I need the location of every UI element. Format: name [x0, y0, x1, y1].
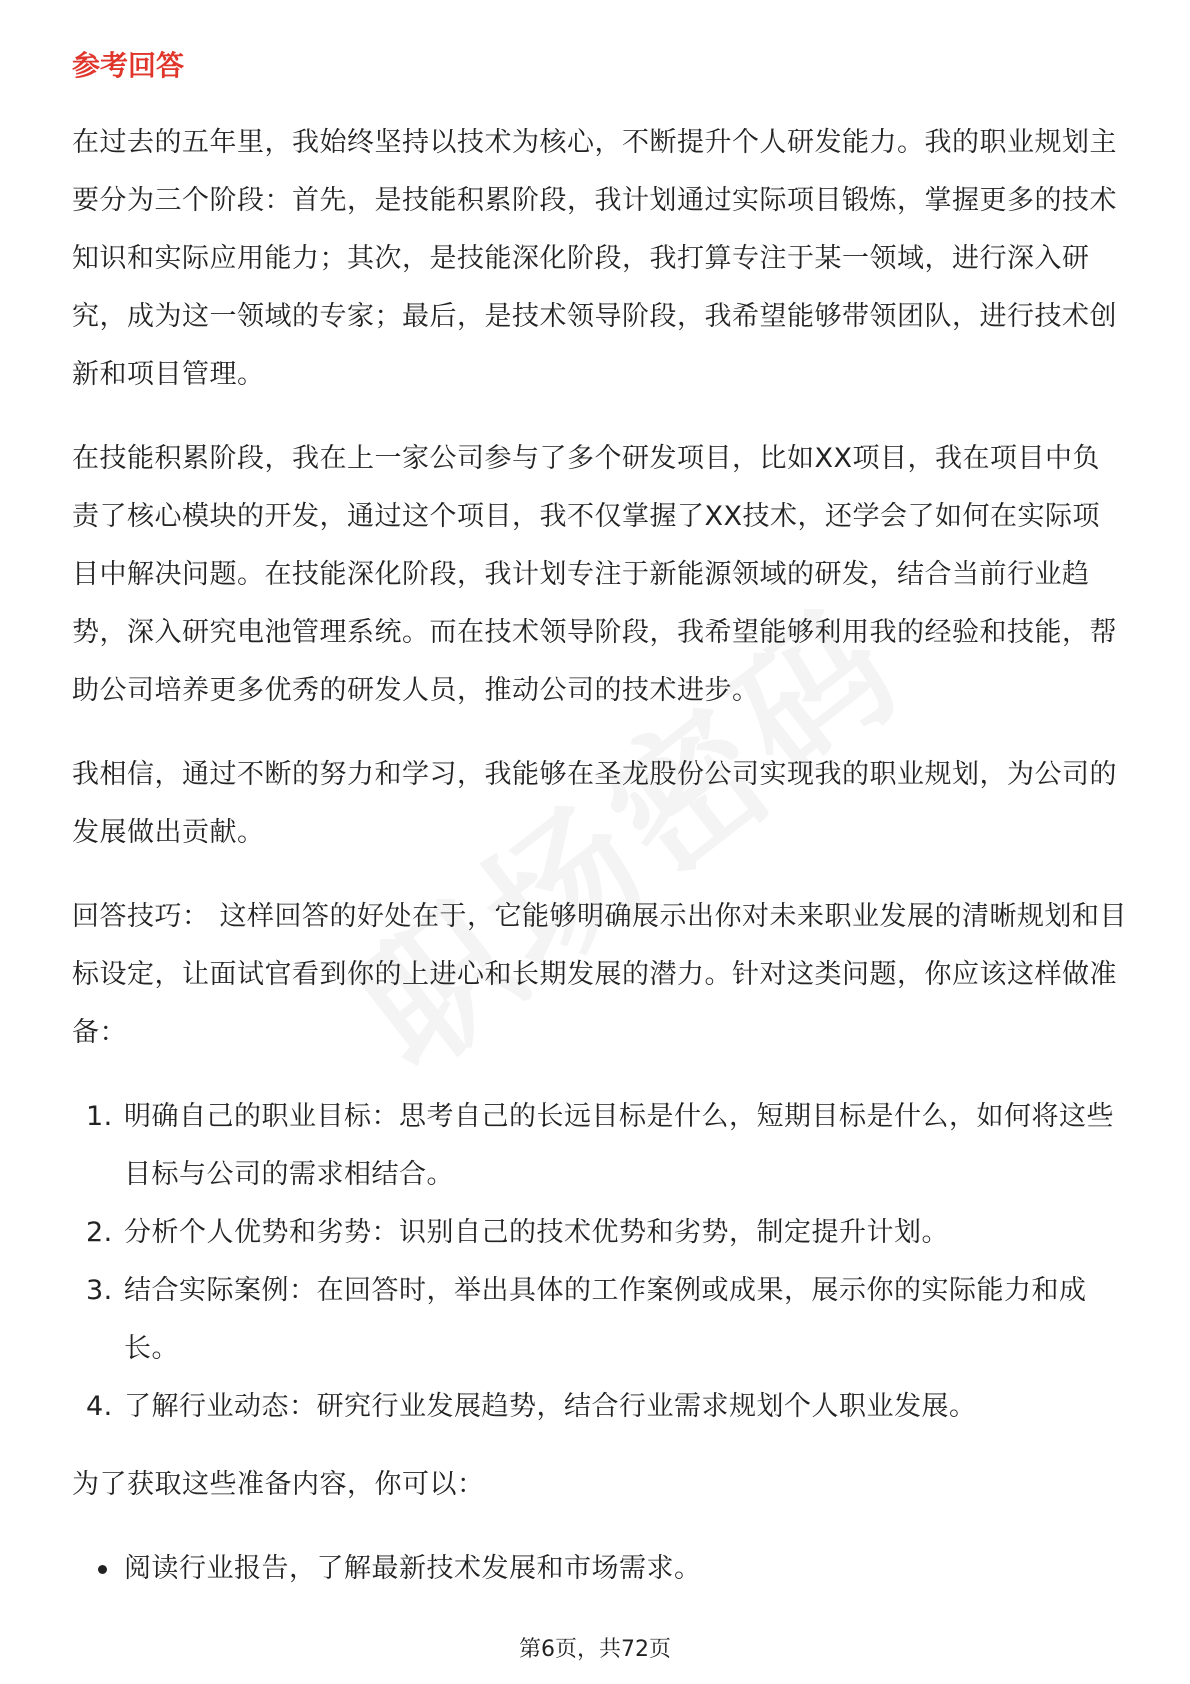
answer-paragraph-1: 在过去的五年里，我始终坚持以技术为核心，不断提升个人研发能力。我的职业规划主要分为三个阶段：首先，是技能积累阶段，我计划通过实际项目锻炼，掌握更多的技术知识和实际应用能力；其次，是技能深化阶段，我打算专注于某一领域，进行深入研究，成为这一领域的专家；最后，是技术领导阶段，我希望能够带领团队，进行技术创新和项目管理。 — [72, 127, 1117, 390]
answer-paragraph-2: 在技能积累阶段，我在上一家公司参与了多个研发项目，比如XX项目，我在项目中负责了核心模块的开发，通过这个项目，我不仅掌握了XX技术，还学会了如何在实际项目中解决问题。在技能深化阶段，我计划专注于新能源领域的研发，结合当前行业趋势，深入研究电池管理系统。而在技术领导阶段，我希望能够利用我的经验和技能，帮助公司培养更多优秀的研发人员，推动公司的技术进步。 — [72, 443, 1117, 706]
answer-paragraph-3: 我相信，通过不断的努力和学习，我能够在圣龙股份公司实现我的职业规划，为公司的发展做出贡献。 — [72, 759, 1117, 848]
list-item-number: 4. — [86, 1391, 113, 1422]
bullet-item — [72, 1540, 1127, 1598]
list-item-text: 明确自己的职业目标：思考自己的长远目标是什么，短期目标是什么，如何将这些目标与公司的需求相结合。 — [124, 1101, 1114, 1190]
bullet-dot-icon — [98, 1565, 107, 1574]
list-item — [72, 1378, 1127, 1436]
list-item — [72, 1204, 1127, 1262]
list-item-text: 分析个人优势和劣势：识别自己的技术优势和劣势，制定提升计划。 — [124, 1217, 949, 1248]
bullet-item-text: 阅读行业报告，了解最新技术发展和市场需求。 — [124, 1553, 702, 1584]
resource-bullet-list — [72, 1540, 1127, 1598]
list-item-text: 了解行业动态：研究行业发展趋势，结合行业需求规划个人职业发展。 — [124, 1391, 977, 1422]
list-item — [72, 1088, 1127, 1204]
list-item-number: 2. — [86, 1217, 113, 1248]
page-content — [72, 46, 1127, 1598]
preparation-steps-list — [72, 1088, 1127, 1436]
list-item — [72, 1262, 1127, 1378]
page-footer: 第6页，共72页 — [519, 1637, 671, 1662]
section-title: 参考回答 — [72, 49, 185, 82]
tip-text: 这样回答的好处在于，它能够明确展示出你对未来职业发展的清晰规划和目标设定，让面试官看到你的上进心和长期发展的潜力。针对这类问题，你应该这样做准备： — [72, 901, 1127, 1048]
tip-paragraph — [72, 888, 1127, 1062]
prep-intro: 为了获取这些准备内容，你可以： — [72, 1469, 485, 1500]
list-item-number: 3. — [86, 1275, 113, 1306]
list-item-text: 结合实际案例：在回答时，举出具体的工作案例或成果，展示你的实际能力和成长。 — [124, 1275, 1087, 1364]
list-item-number: 1. — [86, 1101, 113, 1132]
tip-label: 回答技巧： — [72, 901, 210, 932]
